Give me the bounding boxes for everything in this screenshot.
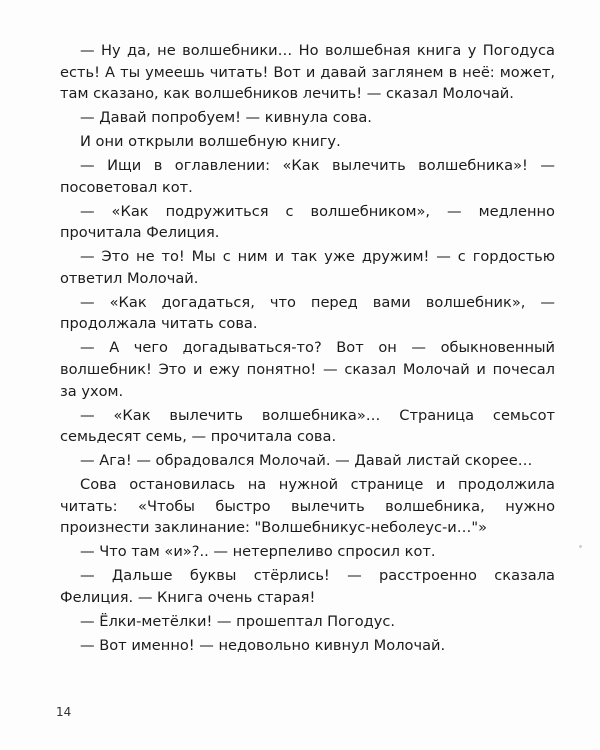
paragraph: — «Как подружиться с волшебником», — медленно прочитала Фелиция.	[60, 202, 555, 242]
paper-speck	[579, 545, 582, 548]
paragraph: И они открыли волшебную книгу.	[80, 133, 341, 151]
paragraph: — «Как догадаться, что перед вами волшебник», — продолжала читать сова.	[60, 293, 555, 333]
paragraph: Сова остановилась на нужной странице и продолжила читать: «Чтобы быстро вылечить волшебника, нужно произнести заклинание: "Волшебникус-неболеус-и…"»	[60, 476, 555, 537]
paragraph: — Вот именно! — недовольно кивнул Молочай.	[80, 636, 446, 654]
paragraph: — Ага! — обрадовался Молочай. — Давай листай скорее…	[80, 452, 533, 470]
paragraph: — Ну да, не волшебники… Но волшебная книга у Погодуса есть! А ты умеешь читать! Вот и давай заглянем в неё: может, там сказано, как волшебников лечить! — сказал Молочай.	[60, 42, 555, 103]
story-text	[60, 40, 555, 659]
paragraph: — Это не то! Мы с ним и так уже дружим! — с гордостью ответил Молочай.	[60, 248, 555, 287]
paragraph: — Ищи в оглавлении: «Как вылечить волшебника»! — посоветовал кот.	[60, 157, 555, 196]
paragraph: — Дальше буквы стёрлись! — расстроенно сказала Фелиция. — Книга очень старая!	[60, 567, 555, 606]
paragraph: — «Как вылечить волшебника»… Страница семьсот семьдесят семь, — прочитала сова.	[60, 406, 555, 446]
paragraph: — Давай попробуем! — кивнула сова.	[80, 109, 372, 127]
page-number: 14	[56, 705, 72, 719]
paragraph: — Ёлки-метёлки! — прошептал Погодус.	[80, 612, 396, 630]
paragraph: — А чего догадываться-то? Вот он — обыкновенный волшебник! Это и ежу понятно! — сказал Молочай и почесал за ухом.	[60, 339, 555, 400]
paragraph: — Что там «и»?.. — нетерпеливо спросил кот.	[80, 543, 436, 561]
